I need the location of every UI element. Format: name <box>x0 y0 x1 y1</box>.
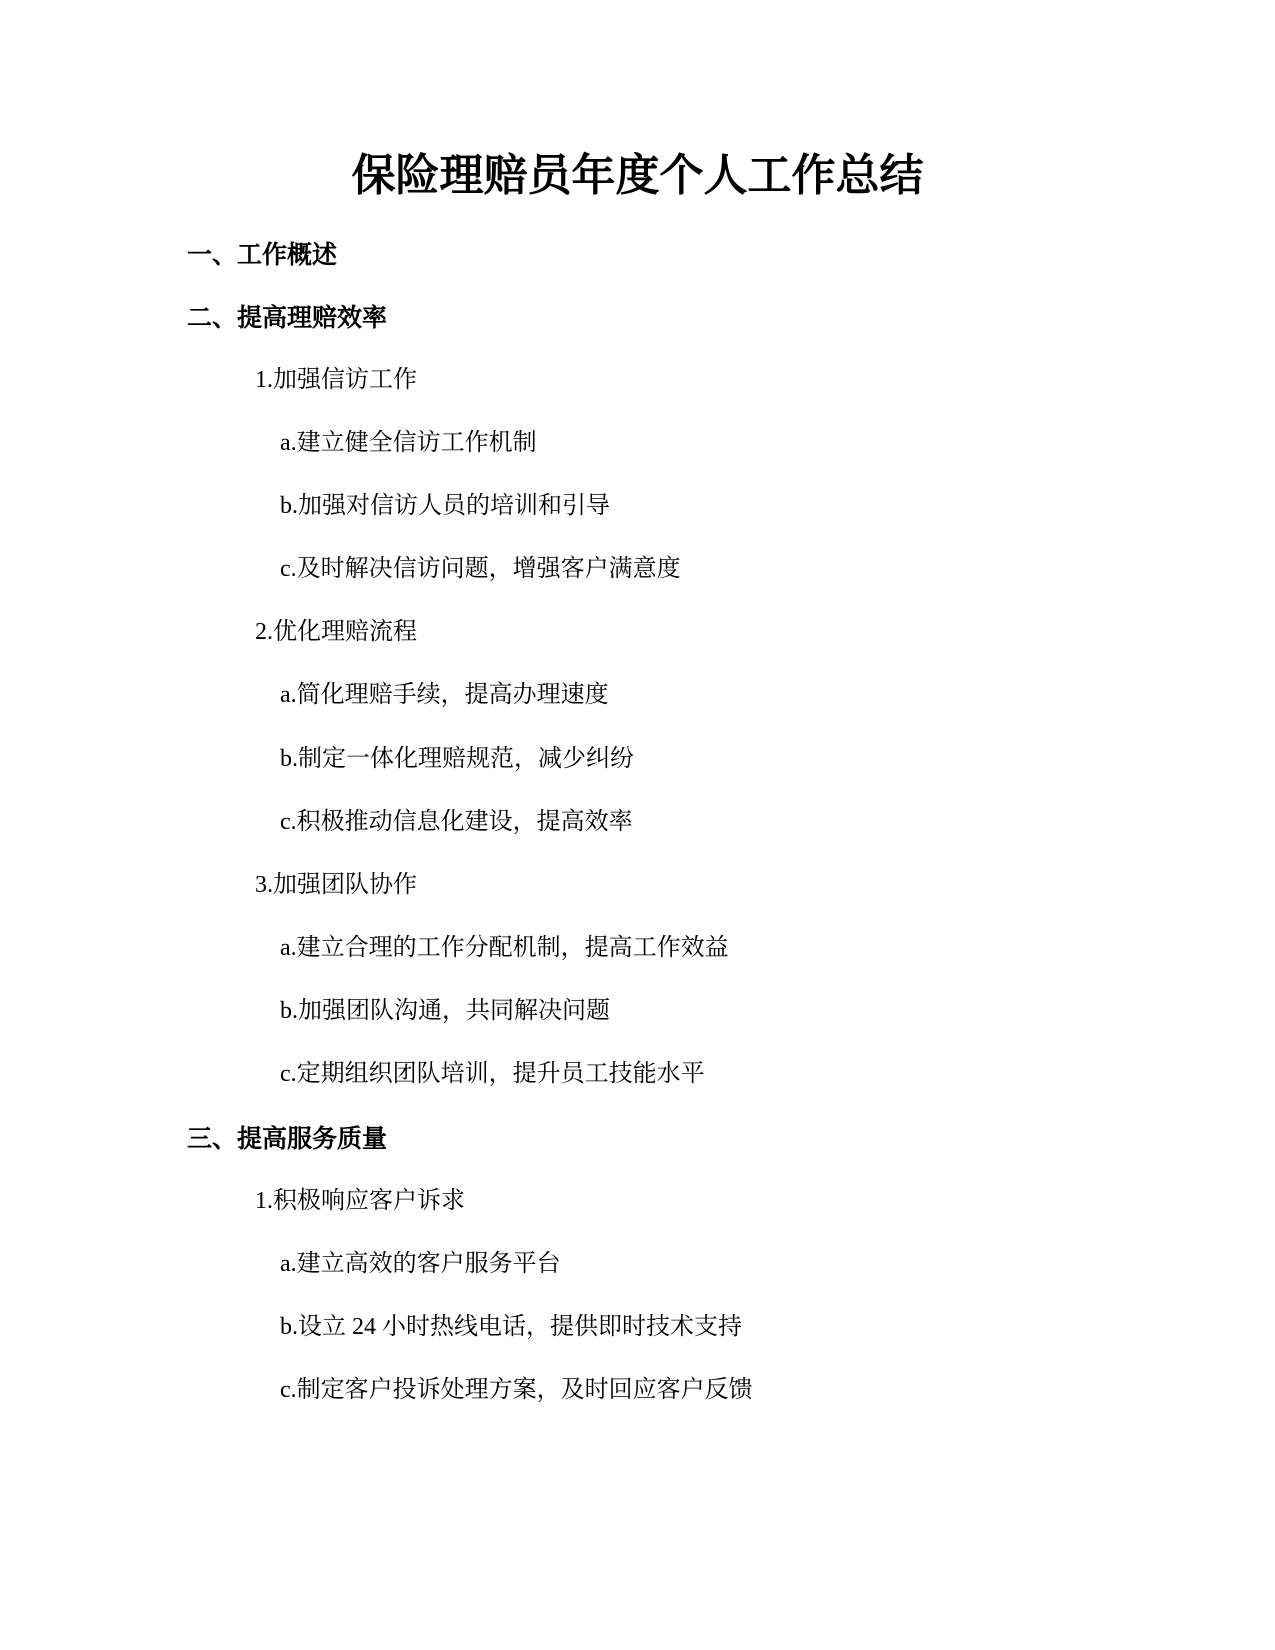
list-subitem: c.制定客户投诉处理方案，及时回应客户反馈 <box>280 1377 753 1403</box>
section-heading-overview: 一、工作概述 <box>187 240 338 269</box>
list-item: 2.优化理赔流程 <box>255 619 417 645</box>
list-item: 1.积极响应客户诉求 <box>255 1188 465 1214</box>
list-subitem: c.定期组织团队培训，提升员工技能水平 <box>280 1061 705 1087</box>
section-heading-efficiency: 二、提高理赔效率 <box>187 303 388 332</box>
list-subitem: a.建立高效的客户服务平台 <box>280 1251 561 1277</box>
list-subitem: c.及时解决信访问题，增强客户满意度 <box>280 556 681 582</box>
list-item: 3.加强团队协作 <box>255 872 417 898</box>
list-subitem: a.建立健全信访工作机制 <box>280 430 537 456</box>
list-item: 1.加强信访工作 <box>255 367 417 393</box>
section-heading-service: 三、提高服务质量 <box>187 1124 388 1153</box>
list-subitem: a.简化理赔手续，提高办理速度 <box>280 682 609 708</box>
list-subitem: c.积极推动信息化建设，提高效率 <box>280 809 633 835</box>
list-subitem: b.加强对信访人员的培训和引导 <box>280 493 610 519</box>
list-subitem: a.建立合理的工作分配机制，提高工作效益 <box>280 935 729 961</box>
list-subitem: b.加强团队沟通，共同解决问题 <box>280 998 610 1024</box>
document-title: 保险理赔员年度个人工作总结 <box>351 150 924 201</box>
list-subitem: b.制定一体化理赔规范，减少纠纷 <box>280 746 634 772</box>
list-subitem: b.设立 24 小时热线电话，提供即时技术支持 <box>280 1314 742 1340</box>
